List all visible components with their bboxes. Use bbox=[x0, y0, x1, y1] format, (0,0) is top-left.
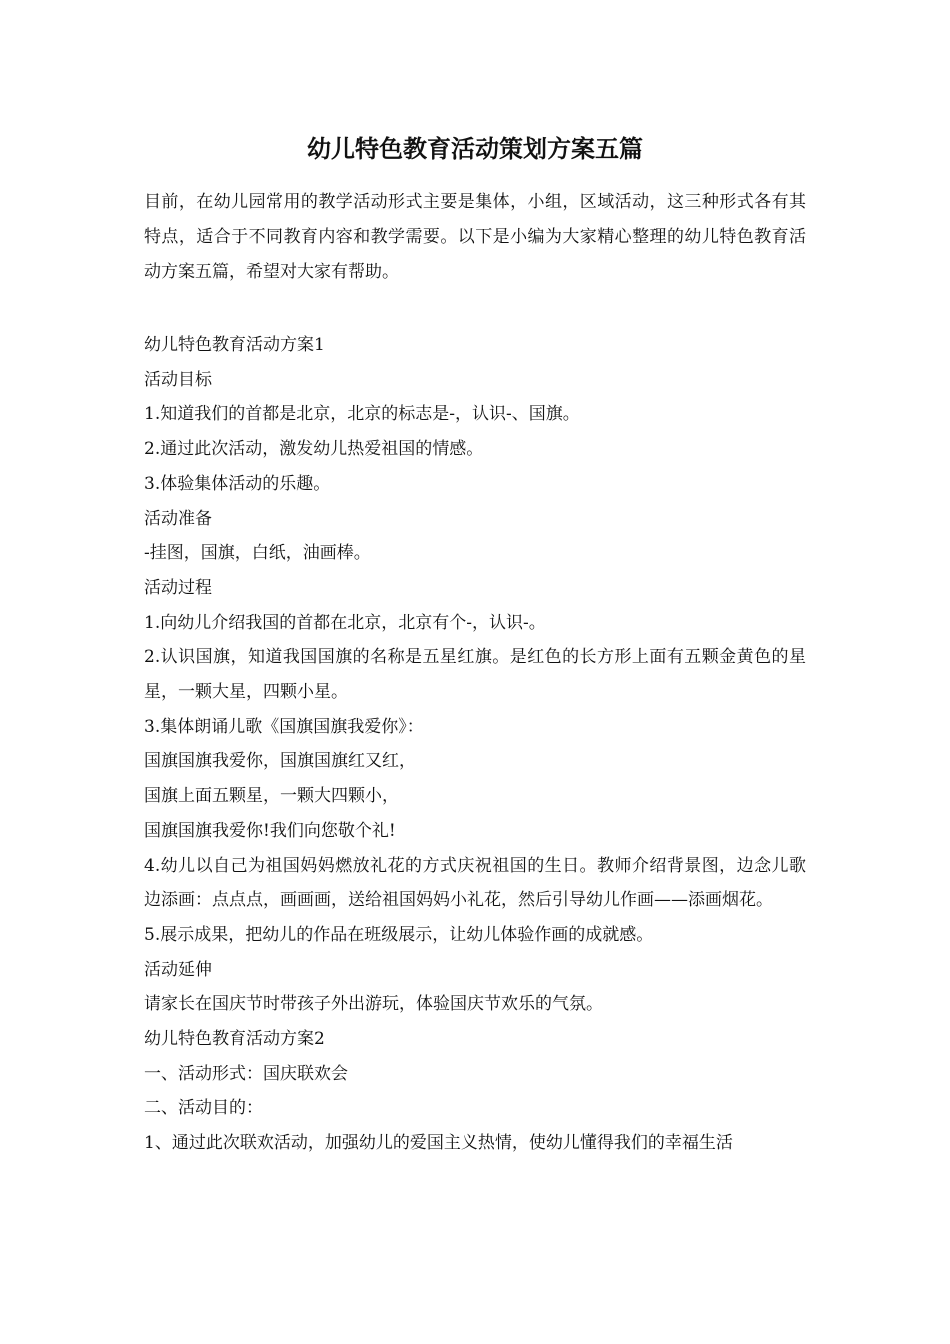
list-item: 2.认识国旗，知道我国国旗的名称是五星红旗。是红色的长方形上面有五颗金黄色的星星，一颗大星，四颗小星。 bbox=[144, 647, 806, 703]
document-title: 幼儿特色教育活动策划方案五篇 bbox=[307, 134, 643, 163]
list-item: 3.集体朗诵儿歌《国旗国旗我爱你》： bbox=[144, 716, 424, 737]
list-item: 1.向幼儿介绍我国的首都在北京，北京有个-，认识-。 bbox=[144, 612, 546, 633]
section-heading: 幼儿特色教育活动方案1 bbox=[144, 335, 325, 355]
list-item: 3.体验集体活动的乐趣。 bbox=[144, 473, 331, 494]
paragraph: 请家长在国庆节时带孩子外出游玩，体验国庆节欢乐的气氛。 bbox=[144, 994, 603, 1015]
poem-line: 国旗国旗我爱你，国旗国旗红又红， bbox=[144, 751, 416, 772]
subheading: 活动过程 bbox=[144, 577, 212, 598]
intro-paragraph: 目前，在幼儿园常用的教学活动形式主要是集体，小组，区域活动，这三种形式各有其特点，适合于不同教育内容和教学需要。以下是小编为大家精心整理的幼儿特色教育活动方案五篇，希望对大家有帮助。 bbox=[144, 192, 806, 282]
list-item: 1、通过此次联欢活动，加强幼儿的爱国主义热情，使幼儿懂得我们的幸福生活 bbox=[144, 1133, 733, 1154]
list-item: 二、活动目的： bbox=[144, 1098, 263, 1119]
list-item: -挂图，国旗，白纸，油画棒。 bbox=[144, 543, 371, 564]
list-item: 1.知道我们的首都是北京，北京的标志是-，认识-、国旗。 bbox=[144, 404, 580, 425]
subheading: 活动延伸 bbox=[144, 959, 212, 980]
subheading: 活动目标 bbox=[144, 369, 212, 390]
list-item: 2.通过此次活动，激发幼儿热爱祖国的情感。 bbox=[144, 439, 484, 460]
list-item: 5.展示成果，把幼儿的作品在班级展示，让幼儿体验作画的成就感。 bbox=[144, 924, 654, 945]
document-body bbox=[144, 328, 806, 1161]
section-heading: 幼儿特色教育活动方案2 bbox=[144, 1029, 325, 1050]
subheading: 活动准备 bbox=[144, 508, 212, 529]
list-item: 一、活动形式：国庆联欢会 bbox=[144, 1063, 348, 1084]
poem-line: 国旗上面五颗星，一颗大四颗小， bbox=[144, 786, 399, 807]
poem-line: 国旗国旗我爱你!我们向您敬个礼! bbox=[144, 820, 396, 841]
list-item: 4.幼儿以自己为祖国妈妈燃放礼花的方式庆祝祖国的生日。教师介绍背景图，边念儿歌边添画：点点点，画画画，送给祖国妈妈小礼花，然后引导幼儿作画——添画烟花。 bbox=[144, 855, 806, 911]
